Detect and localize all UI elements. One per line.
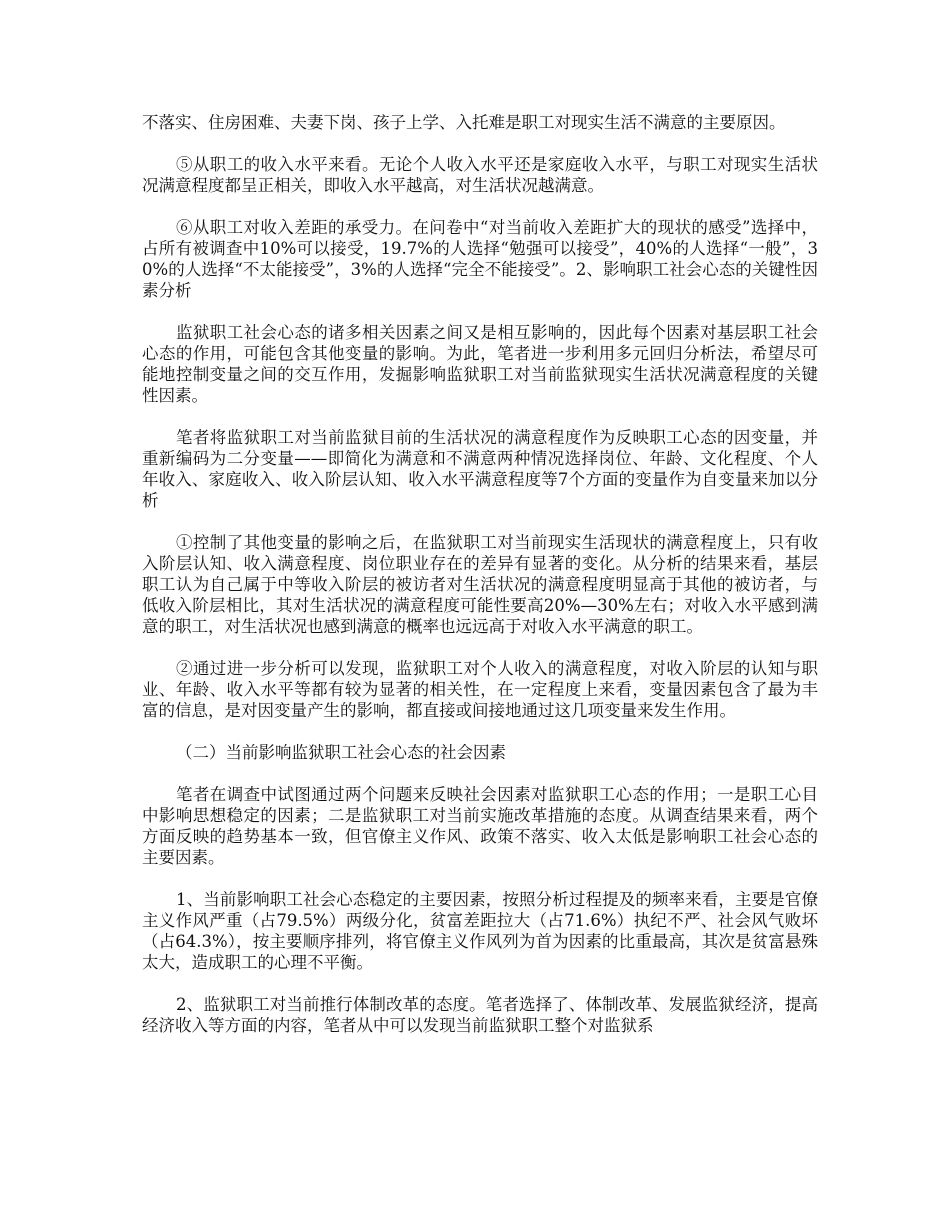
paragraph-7: ②通过进一步分析可以发现，监狱职工对个人收入的满意程度，对收入阶层的认知与职业、年龄、收入水平等都有较为显著的相关性，在一定程度上来看，变量因素包含了最为丰富的信息，是对因变量产生的影响，都直接或间接地通过这几项变量来发生作用。 <box>142 659 818 720</box>
paragraph-9: 笔者在调查中试图通过两个问题来反映社会因素对监狱职工心态的作用；一是职工心目中影响思想稳定的因素；二是监狱职工对当前实施改革措施的态度。从调查结果来看，两个方面反映的趋势基本一致，但官僚主义作风、政策不落实、收入太低是影响职工社会心态的主要因素。 <box>142 785 818 867</box>
paragraph-2: ⑤从职工的收入水平来看。无论个人收入水平还是家庭收入水平，与职工对现实生活状况满意程度都呈正相关，即收入水平越高，对生活状况越满意。 <box>142 155 818 195</box>
document-body <box>142 112 818 1057</box>
paragraph-11: 2、监狱职工对当前推行体制改革的态度。笔者选择了、体制改革、发展监狱经济，提高经济收入等方面的内容，笔者从中可以发现当前监狱职工整个对监狱系 <box>142 995 818 1035</box>
paragraph-6: ①控制了其他变量的影响之后，在监狱职工对当前现实生活现状的满意程度上，只有收入阶层认知、收入满意程度、岗位职业存在的差异有显著的变化。从分析的结果来看，基层职工认为自己属于中等收入阶层的被访者对生活状况的满意程度明显高于其他的被访者，与低收入阶层相比，其对生活状况的满意程度可能性要高20%—30%左右；对收入水平感到满意的职工，对生活状况也感到满意的概率也远远高于对收入水平满意的职工。 <box>142 533 818 636</box>
paragraph-4: 监狱职工社会心态的诸多相关因素之间又是相互影响的，因此每个因素对基层职工社会心态的作用，可能包含其他变量的影响。为此，笔者进一步利用多元回归分析法，希望尽可能地控制变量之间的交互作用，发掘影响监狱职工对当前监狱现实生活状况满意程度的关键性因素。 <box>142 323 818 405</box>
paragraph-3: ⑥从职工对收入差距的承受力。在问卷中“对当前收入差距扩大的现状的感受”选择中，占所有被调查中10%可以接受，19.7%的人选择“勉强可以接受”，40%的人选择“一般”，30%的人选择“不太能接受”，3%的人选择“完全不能接受”。2、影响职工社会心态的关键性因素分析 <box>142 218 818 300</box>
paragraph-1: 不落实、住房困难、夫妻下岗、孩子上学、入托难是职工对现实生活不满意的主要原因。 <box>142 113 786 132</box>
paragraph-10: 1、当前影响职工社会心态稳定的主要因素，按照分析过程提及的频率来看，主要是官僚主义作风严重（占79.5%）两级分化，贫富差距拉大（占71.6%）执纪不严、社会风气败坏（占64.3%），按主要顺序排列，将官僚主义作风列为首为因素的比重最高，其次是贫富悬殊太大，造成职工的心理不平衡。 <box>142 890 818 972</box>
section-heading: （二）当前影响监狱职工社会心态的社会因素 <box>176 743 506 762</box>
paragraph-5: 笔者将监狱职工对当前监狱目前的生活状况的满意程度作为反映职工心态的因变量，并重新编码为二分变量——即简化为满意和不满意两种情况选择岗位、年龄、文化程度、个人年收入、家庭收入、收入阶层认知、收入水平满意程度等7个方面的变量作为自变量来加以分析 <box>142 428 818 510</box>
